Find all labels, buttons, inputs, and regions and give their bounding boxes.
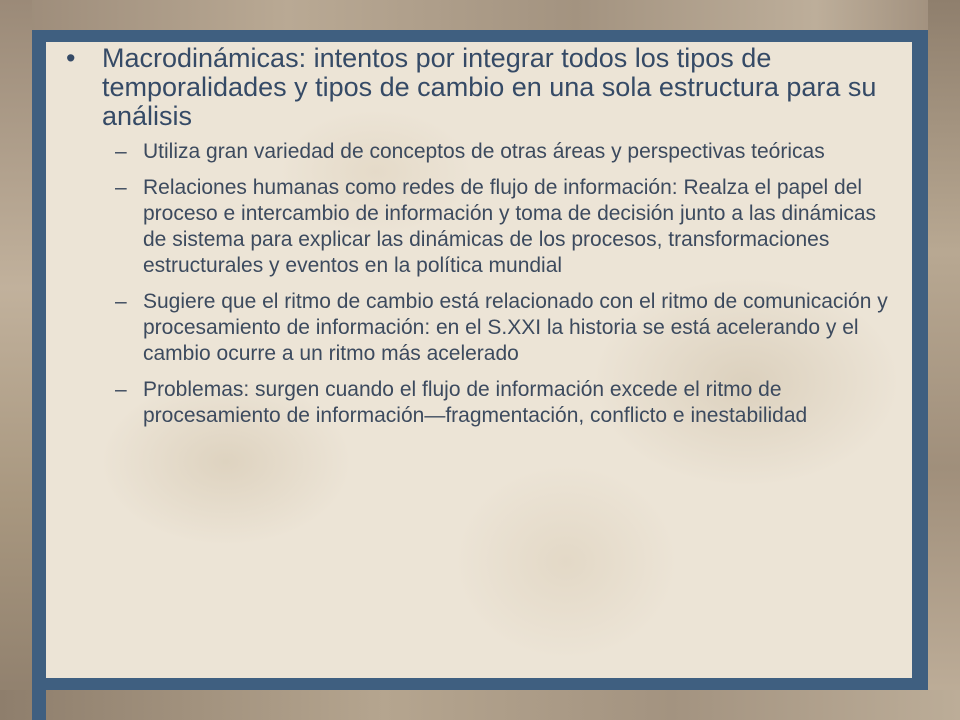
- frame-right-border: [912, 30, 928, 690]
- sub-bullet: [60, 289, 900, 367]
- frame-bottom-border: [32, 678, 928, 690]
- dash-marker: –: [115, 140, 127, 163]
- sub-bullet-text: Problemas: surgen cuando el flujo de información excede el ritmo de procesamiento de información—fragmentación, conflicto e inestabilidad: [143, 378, 808, 427]
- dash-marker: –: [115, 378, 127, 401]
- frame-left-border: [32, 30, 46, 720]
- slide-body: [60, 44, 900, 439]
- main-bullet: [60, 44, 900, 131]
- sub-bullet-text: Sugiere que el ritmo de cambio está relacionado con el ritmo de comunicación y procesamiento de información: en el S.XXI la historia se está acelerando y el cambio ocurre a un ritmo más acelerado: [143, 290, 888, 365]
- bullet-marker: •: [66, 43, 76, 73]
- map-texture-left: [0, 0, 32, 720]
- sub-bullet: [60, 377, 900, 429]
- map-texture-right: [928, 0, 960, 720]
- map-texture-bottom: [0, 690, 960, 720]
- sub-bullet-text: Relaciones humanas como redes de flujo de información: Realza el papel del proceso e intercambio de información y toma de decisión junto a las dinámicas de sistema para explicar las dinámicas de los procesos, transformaciones estructurales y eventos en la política mundial: [143, 176, 877, 277]
- main-bullet-text: Macrodinámicas: intentos por integrar todos los tipos de temporalidades y tipos de cambio en una sola estructura para su análisis: [102, 43, 877, 131]
- dash-marker: –: [115, 176, 127, 199]
- map-texture-top: [0, 0, 960, 32]
- sub-bullet: [60, 139, 900, 165]
- sub-bullet-list: [60, 139, 900, 429]
- sub-bullet-text: Utiliza gran variedad de conceptos de otras áreas y perspectivas teóricas: [143, 140, 825, 163]
- sub-bullet: [60, 175, 900, 279]
- frame-top-border: [32, 30, 928, 42]
- dash-marker: –: [115, 290, 127, 313]
